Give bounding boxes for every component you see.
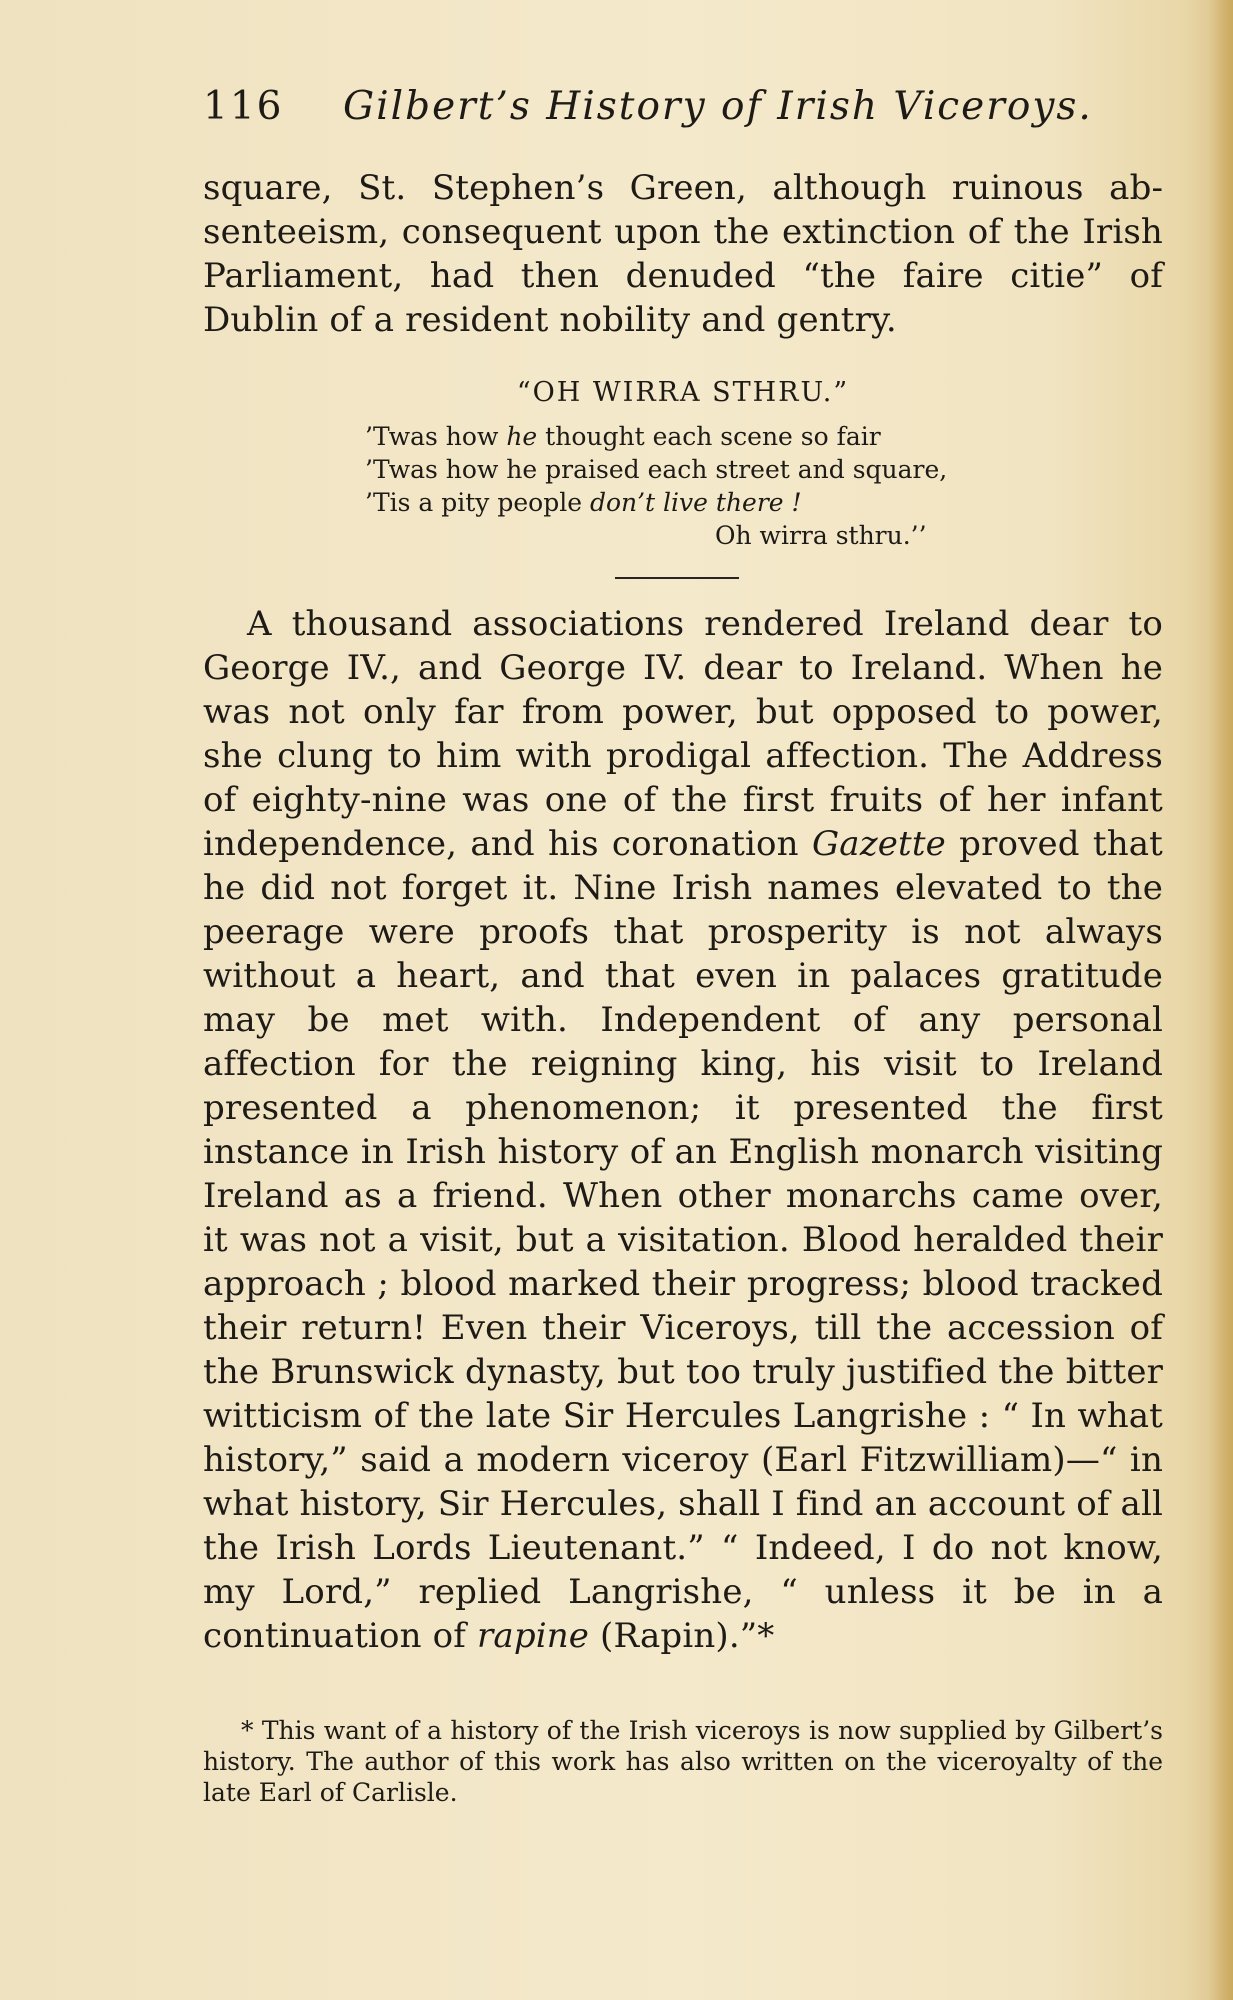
running-title: Gilbert’s History of Irish Viceroys. [343,84,1093,129]
poem-title: “OH WIRRA STHRU.” [516,377,850,408]
poem-line-3-emphasis: don’t live there ! [589,488,802,517]
section-divider [615,577,739,579]
rapine-emphasis: rapine [477,1616,590,1656]
poem-line-1-emphasis: he [506,422,538,451]
running-header [203,84,1163,144]
poem-line-2: ’Twas how he praised each street and square, [365,455,948,484]
gazette-emphasis: Gazette [811,824,946,864]
poem [365,420,1025,552]
poem-line-3: ’Tis a pity people don’t live there ! [365,488,802,517]
paragraph-1: square, St. Stephen’s Green, although ruinous absenteeism, consequent upon the extinction of the Irish Parliament, had then denuded “the faire citie” of Dublin of a resident nobility and gentry. [203,168,1163,340]
poem-line-4: Oh wirra sthru.’’ [715,521,927,550]
page-number: 116 [203,84,284,129]
poem-line-1: ’Twas how he thought each scene so fair [365,422,881,451]
footnote: * This want of a history of the Irish viceroys is now supplied by Gilbert’s history. The author of this work has also written on the viceroyalty of the late Earl of Carlisle. [203,1716,1163,1807]
paragraph-2: A thousand associations rendered Ireland dear to George IV., and George IV. dear to Ireland. When he was not only far from power, but opposed to power, she clung to him with prodigal affection. The Address of eighty-nine was one of the first fruits of her infant independence, and his coronation Gazette proved that he did not forget it. Nine Irish names elevated to the peerage were proofs that prosperity is not always without a heart, and that even in palaces gratitude may be met with. Independent of any personal affection for the reigning king, his visit to Ireland presented a phenomenon; it presented the first instance in Irish history of an English monarch visiting Ireland as a friend. When other monarchs came over, it was not a visit, but a visitation. Blood heralded their approach ; blood marked their progress; blood tracked their return! Even their Viceroys, till the accession of the Brunswick dynasty, but too truly justified the bitter witticism of the late Sir Hercules Langrishe : “ In what history,” said a modern viceroy (Earl Fitzwilliam)—“ in what history, Sir Hercules, shall I find an account of all the Irish Lords Lieutenant.” “ Indeed, I do not know, my Lord,” replied Langrishe, “ unless it be in a continuation of rapine (Rapin).”* [203,604,1163,1656]
page-edge-shadow [1209,0,1233,2000]
